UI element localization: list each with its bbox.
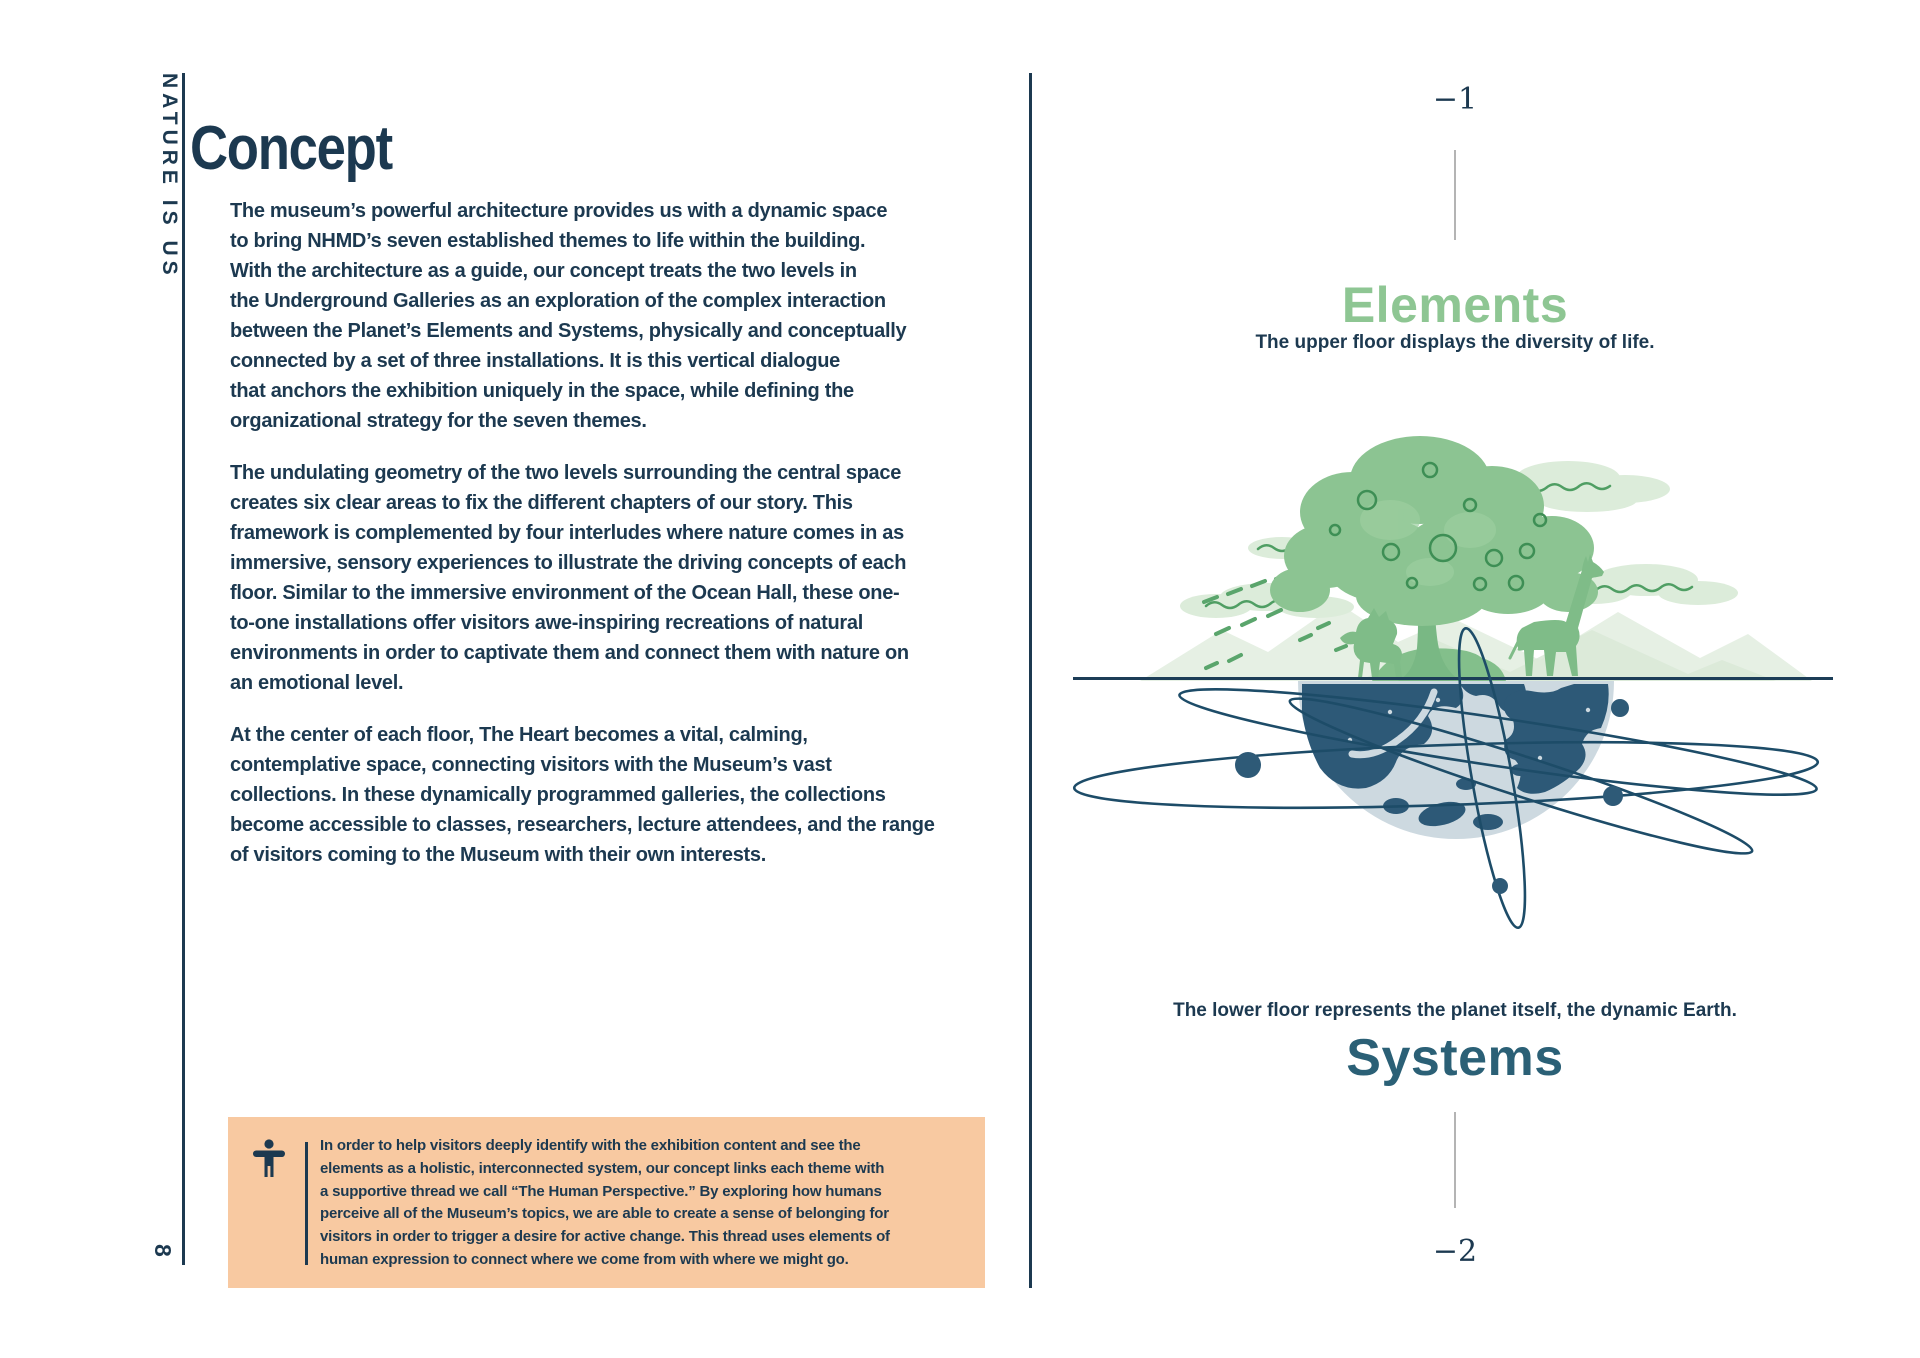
- text-line: that anchors the exhibition uniquely in the space, while defining the: [230, 380, 854, 402]
- text-line: With the architecture as a guide, our concept treats the two levels in: [230, 260, 857, 282]
- page-divider-rule: [1029, 73, 1032, 1288]
- page-title: Concept: [190, 113, 392, 183]
- paragraph: [230, 196, 935, 436]
- text-line: The undulating geometry of the two levels surrounding the central space: [230, 462, 902, 484]
- upper-floor-label: −1: [1432, 82, 1478, 117]
- connector-line-upper: [1454, 150, 1456, 240]
- elements-heading: Elements: [1341, 277, 1569, 333]
- text-line: to bring NHMD’s seven established themes to life within the building.: [230, 230, 866, 252]
- text-line: creates six clear areas to fix the different chapters of our story. This: [230, 492, 853, 514]
- text-line: framework is complemented by four interludes where nature comes in as: [230, 522, 904, 544]
- text-line: to-one installations offer visitors awe-inspiring recreations of natural: [230, 612, 863, 634]
- text-line: become accessible to classes, researchers, lecture attendees, and the range: [230, 814, 935, 836]
- paragraph: [230, 720, 935, 870]
- text-line: a supportive thread we call “The Human Perspective.” By exploring how humans: [320, 1182, 882, 1200]
- page-number: 8: [150, 1244, 176, 1257]
- callout-text: [320, 1135, 890, 1272]
- text-line: visitors in order to trigger a desire for active change. This thread uses elements of: [320, 1228, 890, 1246]
- text-line: immersive, sensory experiences to illustrate the driving concepts of each: [230, 552, 907, 574]
- text-line: organizational strategy for the seven themes.: [230, 410, 647, 432]
- text-line: collections. In these dynamically programmed galleries, the collections: [230, 784, 886, 806]
- lower-floor-label: −2: [1432, 1234, 1478, 1269]
- text-line: floor. Similar to the immersive environment of the Ocean Hall, these one-: [230, 582, 900, 604]
- systems-heading: Systems: [1346, 1029, 1564, 1087]
- text-line: environments in order to captivate them and connect them with nature on: [230, 642, 909, 664]
- body-text: [230, 196, 935, 892]
- callout-divider: [305, 1142, 308, 1265]
- human-perspective-callout: [228, 1117, 985, 1288]
- paragraph: [230, 458, 935, 698]
- text-line: between the Planet’s Elements and Systems, physically and conceptually: [230, 320, 907, 342]
- text-line: elements as a holistic, interconnected system, our concept links each theme with: [320, 1159, 885, 1177]
- text-line: the Underground Galleries as an exploration of the complex interaction: [230, 290, 886, 312]
- text-line: The museum’s powerful architecture provides us with a dynamic space: [230, 200, 888, 222]
- systems-caption: The lower floor represents the planet itself, the dynamic Earth.: [1173, 1000, 1737, 1021]
- elements-caption: The upper floor displays the diversity of life.: [1255, 332, 1655, 353]
- section-side-label: NATURE IS US: [158, 73, 181, 280]
- elements-systems-illustration: [1040, 420, 1880, 1030]
- person-icon: [252, 1139, 286, 1179]
- text-line: contemplative space, connecting visitors with the Museum’s vast: [230, 754, 832, 776]
- text-line: human expression to connect where we come from with where we might go.: [320, 1250, 849, 1268]
- text-line: an emotional level.: [230, 672, 404, 694]
- sidebar-rule: [182, 73, 185, 1265]
- connector-line-lower: [1454, 1112, 1456, 1208]
- text-line: of visitors coming to the Museum with their own interests.: [230, 844, 766, 866]
- text-line: In order to help visitors deeply identify with the exhibition content and see the: [320, 1137, 861, 1154]
- text-line: At the center of each floor, The Heart becomes a vital, calming,: [230, 724, 808, 746]
- text-line: perceive all of the Museum’s topics, we are able to create a sense of belonging for: [320, 1205, 889, 1223]
- text-line: connected by a set of three installations. It is this vertical dialogue: [230, 350, 840, 372]
